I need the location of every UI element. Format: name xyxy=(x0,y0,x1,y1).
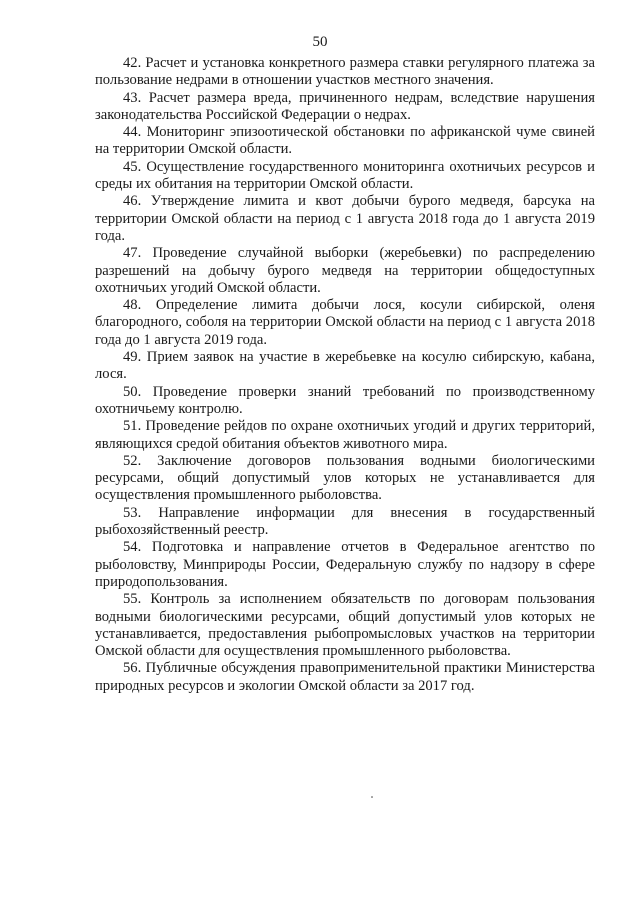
list-item-53: 53. Направление информации для внесения в государственный рыбохозяйственный реестр. xyxy=(95,504,595,539)
item-list xyxy=(95,55,595,695)
list-item-46: 46. Утверждение лимита и квот добычи бурого медведя, барсука на территории Омской области на период с 1 августа 2018 года до 1 августа 2019 года. xyxy=(95,193,595,244)
list-item-56: 56. Публичные обсуждения правоприменительной практики Министерства природных ресурсов и экологии Омской области за 2017 год. xyxy=(95,660,595,694)
list-item-55: 55. Контроль за исполнением обязательств по договорам пользования водными биологическими ресурсами, общий допустимый улов которых не устанавливается, предоставления рыбопромысловых участков на территории Омской области для осуществления промышленного рыболовства. xyxy=(95,591,595,660)
list-item-50: 50. Проведение проверки знаний требований по производственному охотничьему контролю. xyxy=(95,383,595,417)
list-item-51: 51. Проведение рейдов по охране охотничьих угодий и других территорий, являющихся средой обитания объектов животного мира. xyxy=(95,418,595,452)
list-item-48: 48. Определение лимита добычи лося, косули сибирской, оленя благородного, соболя на территории Омской области на период с 1 августа 2018 года до 1 августа 2019 года. xyxy=(95,297,595,348)
list-item-42: 42. Расчет и установка конкретного размера ставки регулярного платежа за пользование недрами в отношении участков местного значения. xyxy=(95,55,595,89)
list-item-54: 54. Подготовка и направление отчетов в Федеральное агентство по рыболовству, Минприроды России, Федеральную службу по надзору в сфере природопользования. xyxy=(95,539,595,590)
list-item-49: 49. Прием заявок на участие в жеребьевке на косулю сибирскую, кабана, лося. xyxy=(95,349,595,383)
page-number: 50 xyxy=(312,34,328,50)
list-item-45: 45. Осуществление государственного мониторинга охотничьих ресурсов и среды их обитания на территории Омской области. xyxy=(95,158,595,193)
list-item-44: 44. Мониторинг эпизоотической обстановки по африканской чуме свиней на территории Омской области. xyxy=(95,124,595,158)
scan-speck xyxy=(371,796,373,798)
list-item-43: 43. Расчет размера вреда, причиненного недрам, вследствие нарушения законодательства Российской Федерации о недрах. xyxy=(95,89,595,123)
list-item-47: 47. Проведение случайной выборки (жеребьевки) по распределению разрешений на добычу бурого медведя на территории общедоступных охотничьих угодий Омской области. xyxy=(95,245,595,296)
list-item-52: 52. Заключение договоров пользования водными биологическими ресурсами, общий допустимый улов которых не устанавливается для осуществления промышленного рыболовства. xyxy=(95,452,595,504)
